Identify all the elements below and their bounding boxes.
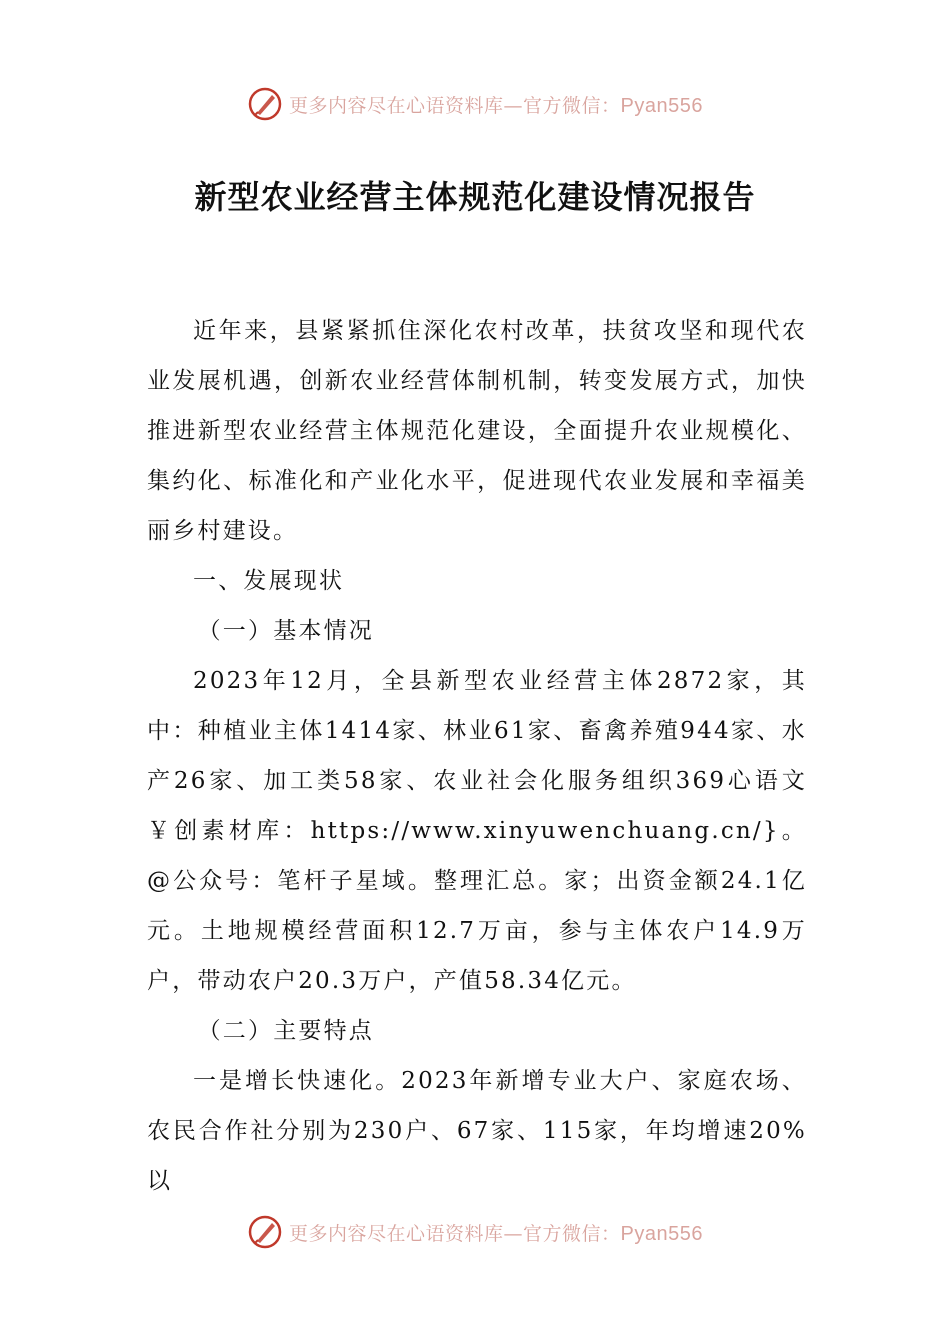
paragraph-main-features: 一是增长快速化。2023年新增专业大户、家庭农场、农民合作社分别为230户、67家、115家，年均增速20%以 xyxy=(147,1068,807,1194)
quill-logo-icon xyxy=(247,86,283,122)
section-heading-development-status: 一、发展现状 xyxy=(193,568,345,594)
subsection-heading-main-features: （二）主要特点 xyxy=(197,1018,374,1044)
document-body xyxy=(147,306,807,1206)
footer-watermark xyxy=(0,1212,950,1252)
document-title: 新型农业经营主体规范化建设情况报告 xyxy=(194,178,756,216)
paragraph-basic-situation: 2023年12月，全县新型农业经营主体2872家，其中：种植业主体1414家、林业61家、畜禽养殖944家、水产26家、加工类58家、农业社会化服务组织369心语文￥创素材库：https://www.xinyuwenchuang.cn/}。@公众号：笔杆子星域。整理汇总。家；出资金额24.1亿元。土地规模经营面积12.7万亩，参与主体农户14.9万户，带动农户20.3万户，产值58.34亿元。 xyxy=(147,668,807,994)
header-watermark xyxy=(0,84,950,124)
quill-logo-icon xyxy=(247,1214,283,1250)
paragraph-intro: 近年来，县紧紧抓住深化农村改革，扶贫攻坚和现代农业发展机遇，创新农业经营体制机制，转变发展方式，加快推进新型农业经营主体规范化建设，全面提升农业规模化、集约化、标准化和产业化水平，促进现代农业发展和幸福美丽乡村建设。 xyxy=(147,318,807,544)
footer-watermark-text: 更多内容尽在心语资料库—官方微信：Pyan556 xyxy=(289,1222,703,1245)
header-watermark-text: 更多内容尽在心语资料库—官方微信：Pyan556 xyxy=(289,94,703,117)
subsection-heading-basic-situation: （一）基本情况 xyxy=(197,618,374,644)
